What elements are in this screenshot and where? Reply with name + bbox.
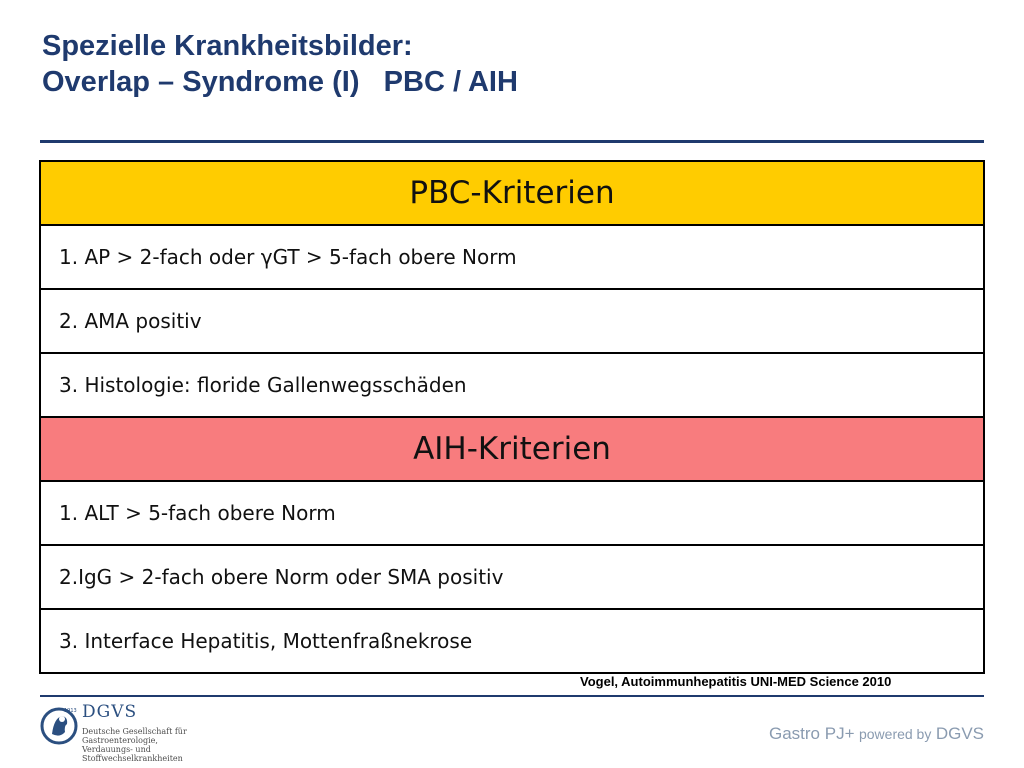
logo-subtitle: Deutsche Gesellschaft für Gastroenterologie, Verdauungs- und Stoffwechselkrankheiten (82, 727, 187, 763)
dgvs-logo (40, 702, 187, 764)
title-line-1: Spezielle Krankheitsbilder: (42, 30, 413, 62)
table-row (40, 289, 984, 353)
aih-header-row (40, 417, 984, 481)
pbc-criterion-1: 1. AP > 2-fach oder γGT > 5-fach obere Norm (40, 225, 984, 289)
brand-powered-by: powered by (858, 726, 932, 742)
table-row (40, 545, 984, 609)
aih-criterion-2: 2.IgG > 2-fach obere Norm oder SMA positiv (40, 545, 984, 609)
criteria-table (39, 160, 985, 674)
pbc-header: PBC-Kriterien (40, 161, 984, 225)
pbc-criterion-3: 3. Histologie: floride Gallenwegsschäden (40, 353, 984, 417)
footer-brand (769, 724, 984, 744)
table-row (40, 481, 984, 545)
source-citation: Vogel, Autoimmunhepatitis UNI-MED Science 2010 (580, 674, 892, 689)
svg-text:1913: 1913 (64, 708, 77, 714)
aih-header: AIH-Kriterien (40, 417, 984, 481)
aih-criterion-1: 1. ALT > 5-fach obere Norm (40, 481, 984, 545)
title-divider (40, 140, 984, 143)
brand-gastro-pj: Gastro PJ+ (769, 724, 855, 743)
dgvs-emblem-icon (40, 704, 78, 748)
brand-dgvs: DGVS (935, 724, 984, 743)
table-row (40, 609, 984, 673)
table-row (40, 225, 984, 289)
pbc-header-row (40, 161, 984, 225)
slide-title (42, 28, 518, 100)
logo-name: DGVS (82, 702, 138, 722)
table-row (40, 353, 984, 417)
aih-criterion-3: 3. Interface Hepatitis, Mottenfraßnekrose (40, 609, 984, 673)
title-line-2: Overlap – Syndrome (I) PBC / AIH (42, 66, 518, 98)
pbc-criterion-2: 2. AMA positiv (40, 289, 984, 353)
footer-divider (40, 695, 984, 697)
